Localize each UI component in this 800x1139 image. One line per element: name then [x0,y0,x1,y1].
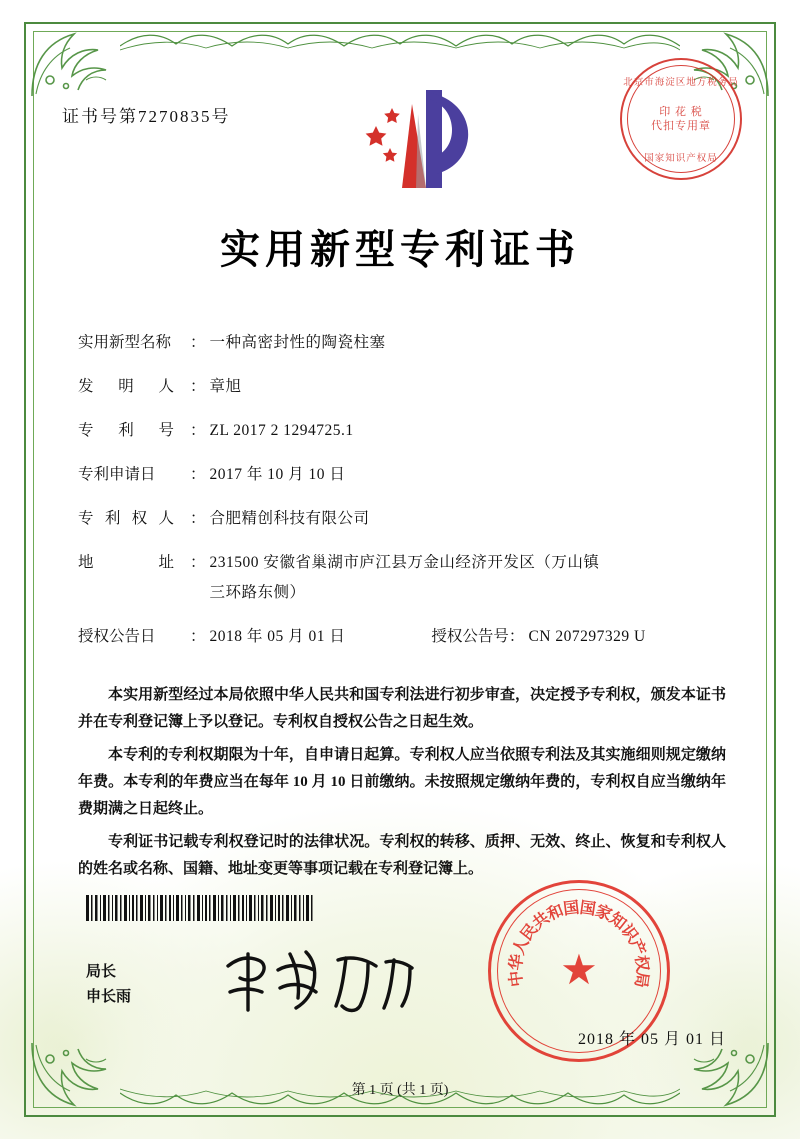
field-label: 地址 [78,554,174,571]
field-row-patentee [78,506,728,528]
paragraph-1: 本实用新型经过本局依照中华人民共和国专利法进行初步审查，决定授予专利权，颁发本证书并在专利登记簿上予以登记。专利权自授权公告之日起生效。 [78,687,726,730]
field-colon: ： [190,422,206,439]
field-label: 发明人 [78,378,174,395]
paragraph-2: 本专利的专利权期限为十年，自申请日起算。专利权人应当依照专利法及其实施细则规定缴纳年费。本专利的年费应当在每年 10 月 10 日前缴纳。未按照规定缴纳年费的，专利权自应当缴纳年费期满之日起终止。 [78,747,726,817]
handwritten-signature-icon [218,940,428,1016]
field-label: 实用新型名称 [78,334,172,351]
grant-date-label: 授权公告日 [78,628,156,645]
field-label: 专利号 [78,422,174,439]
cnipa-logo-icon [330,86,480,196]
field-row-patent-number [78,418,728,440]
address-line-2: 三环路东侧） [209,584,306,601]
page-footer: 第 1 页 (共 1 页) [351,1083,449,1098]
director-title-label: 局长 [86,964,117,980]
seal-date: 2018 年 05 月 01 日 [577,1031,726,1048]
field-colon: ： [508,628,525,645]
field-value-patentee: 合肥精创科技有限公司 [209,510,370,527]
edge-ornament-icon [120,26,680,52]
field-value-inventor: 章旭 [209,378,242,395]
field-value-patent-number: ZL 2017 2 1294725.1 [209,422,354,439]
signature-block [86,960,131,1010]
seal-line-2: 代扣专用章 [651,120,711,132]
field-row-invention-name [78,330,728,352]
national-seal: 中 华 人 民 共 和 国 国 家 知 识 产 权 局 ★ [488,880,670,1062]
field-colon: ： [190,510,206,527]
seal-arc-top: 北京市海淀区地方税务局 [623,78,739,88]
tax-stamp-seal [620,58,742,180]
page-title: 实用新型专利证书 [220,227,580,272]
body-text [78,682,726,889]
certificate-number: 证书号第7270835号 [62,107,231,126]
corner-ornament-icon [26,1037,118,1115]
field-label: 专利权人 [78,510,174,527]
field-colon: ： [190,554,206,571]
field-colon: ： [190,334,206,351]
field-list [78,330,728,668]
field-value-address [210,550,728,602]
field-row-inventor [78,374,728,396]
field-colon: ： [190,628,206,645]
grant-date-value: 2018 年 05 月 01 日 [209,628,346,645]
grant-number-label: 授权公告号 [431,628,509,645]
field-label: 专利申请日 [78,466,156,483]
field-row-application-date [78,462,728,484]
field-value-invention-name: 一种高密封性的陶瓷柱塞 [209,334,386,351]
barcode [86,895,314,921]
seal-line-1: 印 花 税 [659,106,703,118]
seal-center-text [622,105,740,133]
address-line-1: 231500 安徽省巢湖市庐江县万金山经济开发区（万山镇 [209,554,600,571]
seal-arc-bottom: 国家知识产权局 [644,154,718,164]
field-value-application-date: 2017 年 10 月 10 日 [209,466,346,483]
paragraph-3: 专利证书记载专利权登记时的法律状况。专利权的转移、质押、无效、终止、恢复和专利权人的姓名或名称、国籍、地址变更等事项记载在专利登记簿上。 [78,834,726,877]
field-row-address [78,550,728,602]
grant-number-value: CN 207297329 U [528,628,646,645]
field-colon: ： [190,378,206,395]
director-name: 申长雨 [86,989,132,1005]
corner-ornament-icon [26,24,118,102]
field-colon: ： [190,466,206,483]
national-emblem-icon: ★ [560,948,598,994]
field-row-grant-announcement [78,624,728,646]
